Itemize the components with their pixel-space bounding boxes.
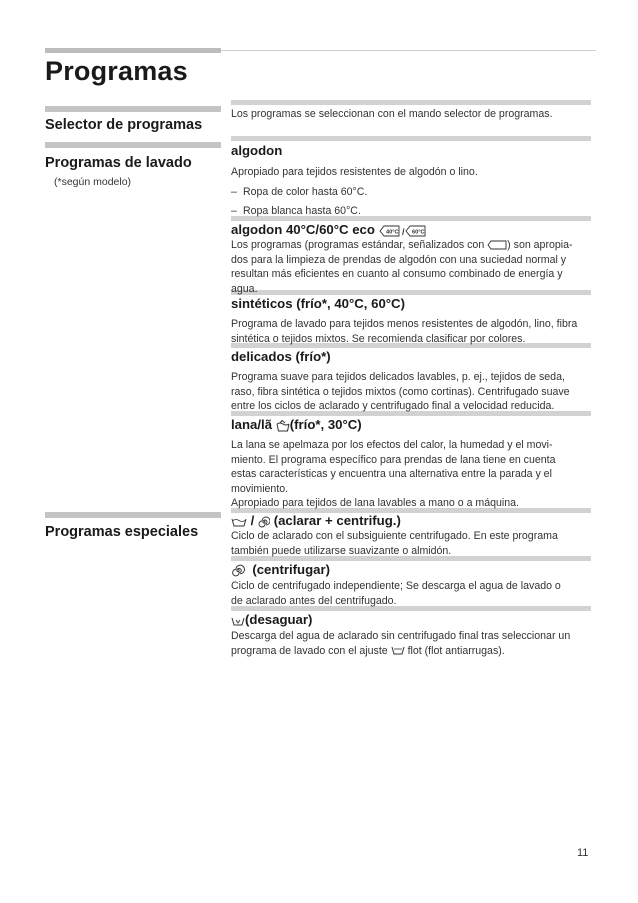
page-number: 11: [577, 847, 589, 859]
algodon-item: – Ropa blanca hasta 60°C.: [231, 205, 361, 218]
centrifugar-line: de aclarado antes del centrifugado.: [231, 594, 397, 607]
especiales-rule: [45, 512, 221, 518]
flot-icon: [391, 646, 405, 655]
sinteticos-section: [231, 296, 591, 346]
eco-line: dos para la limpieza de prendas de algodón con una suciedad normal y: [231, 253, 567, 266]
algodon-heading: algodon: [231, 143, 283, 158]
lana-heading: lana/lã (frío*, 30°C): [231, 417, 362, 432]
centrifugar-section: [231, 562, 591, 608]
rinse-icon: [231, 517, 247, 527]
aclarar-heading: / (aclarar + centrifug.): [231, 513, 591, 529]
title-rule: [45, 48, 221, 53]
eco-marker-icon: [487, 240, 507, 250]
sinteticos-heading: sintéticos (frío*, 40°C, 60°C): [231, 296, 405, 311]
spin-icon: [231, 564, 245, 577]
centrifugar-line: Ciclo de centrifugado independiente; Se descarga el agua de lavado o: [231, 580, 561, 592]
lana-line: movimiento.: [231, 482, 289, 495]
aclarar-section: [231, 513, 591, 558]
delicados-section: [231, 349, 591, 414]
spin-icon: [258, 516, 270, 528]
desaguar-heading: (desaguar): [231, 612, 591, 628]
delicados-heading: delicados (frío*): [231, 349, 331, 364]
selector-text: Los programas se seleccionan con el mando selector de programas.: [231, 108, 553, 120]
svg-text:/: /: [401, 226, 405, 237]
eco-heading: algodon 40°C/60°C eco 40°C / 60°C: [231, 222, 591, 238]
lana-line: estas características y encuentra una alternativa entre la parada y el: [231, 468, 552, 481]
algodon-text: Apropiado para tejidos resistentes de algodón o lino.: [231, 166, 478, 178]
desaguar-line: programa de lavado con el ajuste flot (flot antiarrugas).: [231, 644, 505, 657]
lavado-rule: [45, 142, 221, 148]
especiales-heading: Programas especiales: [45, 524, 199, 540]
delicados-line: entre los ciclos de aclarado y centrifugado final a velocidad reducida.: [231, 400, 555, 413]
lavado-heading: Programas de lavado: [45, 155, 192, 171]
temperature-eco-icon: [379, 225, 427, 237]
lana-section: [231, 417, 591, 511]
drain-icon: [231, 616, 245, 626]
selector-heading: Selector de programas: [45, 117, 203, 133]
centrifugar-heading: (centrifugar): [231, 562, 591, 578]
desaguar-line: Descarga del agua de aclarado sin centrifugado final tras seleccionar un: [231, 630, 571, 642]
lana-line: miento. El programa específico para prendas de lana tiene en cuenta: [231, 453, 556, 466]
delicados-line: Programa suave para tejidos delicados lavables, p. ej., tejidos de seda,: [231, 371, 565, 383]
eco-line: agua.: [231, 282, 258, 295]
sinteticos-line: Programa de lavado para tejidos menos resistentes de algodón, lino, fibra: [231, 318, 578, 330]
lana-line: La lana se apelmaza por los efectos del calor, la humedad y el movi-: [231, 439, 553, 451]
desaguar-section: [231, 612, 591, 658]
lana-line: Apropiado para tejidos de lana lavables a mano o a máquina.: [231, 497, 519, 510]
eco-section: [231, 222, 591, 296]
eco-line: resultan más eficientes en cuanto al consumo combinado de energía y: [231, 268, 563, 281]
title-rule-thin: [221, 50, 596, 51]
hand-wash-icon: [276, 419, 290, 432]
eco-text: Los programas (programas estándar, señalizados con ) son apropia-: [231, 239, 573, 251]
eco-icon-label-60: 60°C: [411, 229, 425, 236]
page-title: Programas: [45, 56, 188, 86]
algodon-item: – Ropa de color hasta 60°C.: [231, 185, 368, 198]
selector-section: [231, 107, 591, 122]
aclarar-line: también puede utilizarse suavizante o almidón.: [231, 544, 452, 557]
aclarar-line: Ciclo de aclarado con el subsiguiente centrifugado. En este programa: [231, 530, 558, 542]
rule-selector: [231, 100, 591, 105]
lavado-note: (*según modelo): [54, 176, 132, 188]
delicados-line: raso, fibra sintética o tejidos mixtos (como cortinas). Centrifugado suave: [231, 385, 570, 398]
sinteticos-line: sintética o tejidos mixtos. Se recomienda clasificar por colores.: [231, 332, 526, 345]
selector-rule: [45, 106, 221, 112]
eco-icon-label-40: 40°C: [385, 229, 399, 236]
algodon-section: [231, 143, 591, 219]
rule-algodon: [231, 136, 591, 141]
